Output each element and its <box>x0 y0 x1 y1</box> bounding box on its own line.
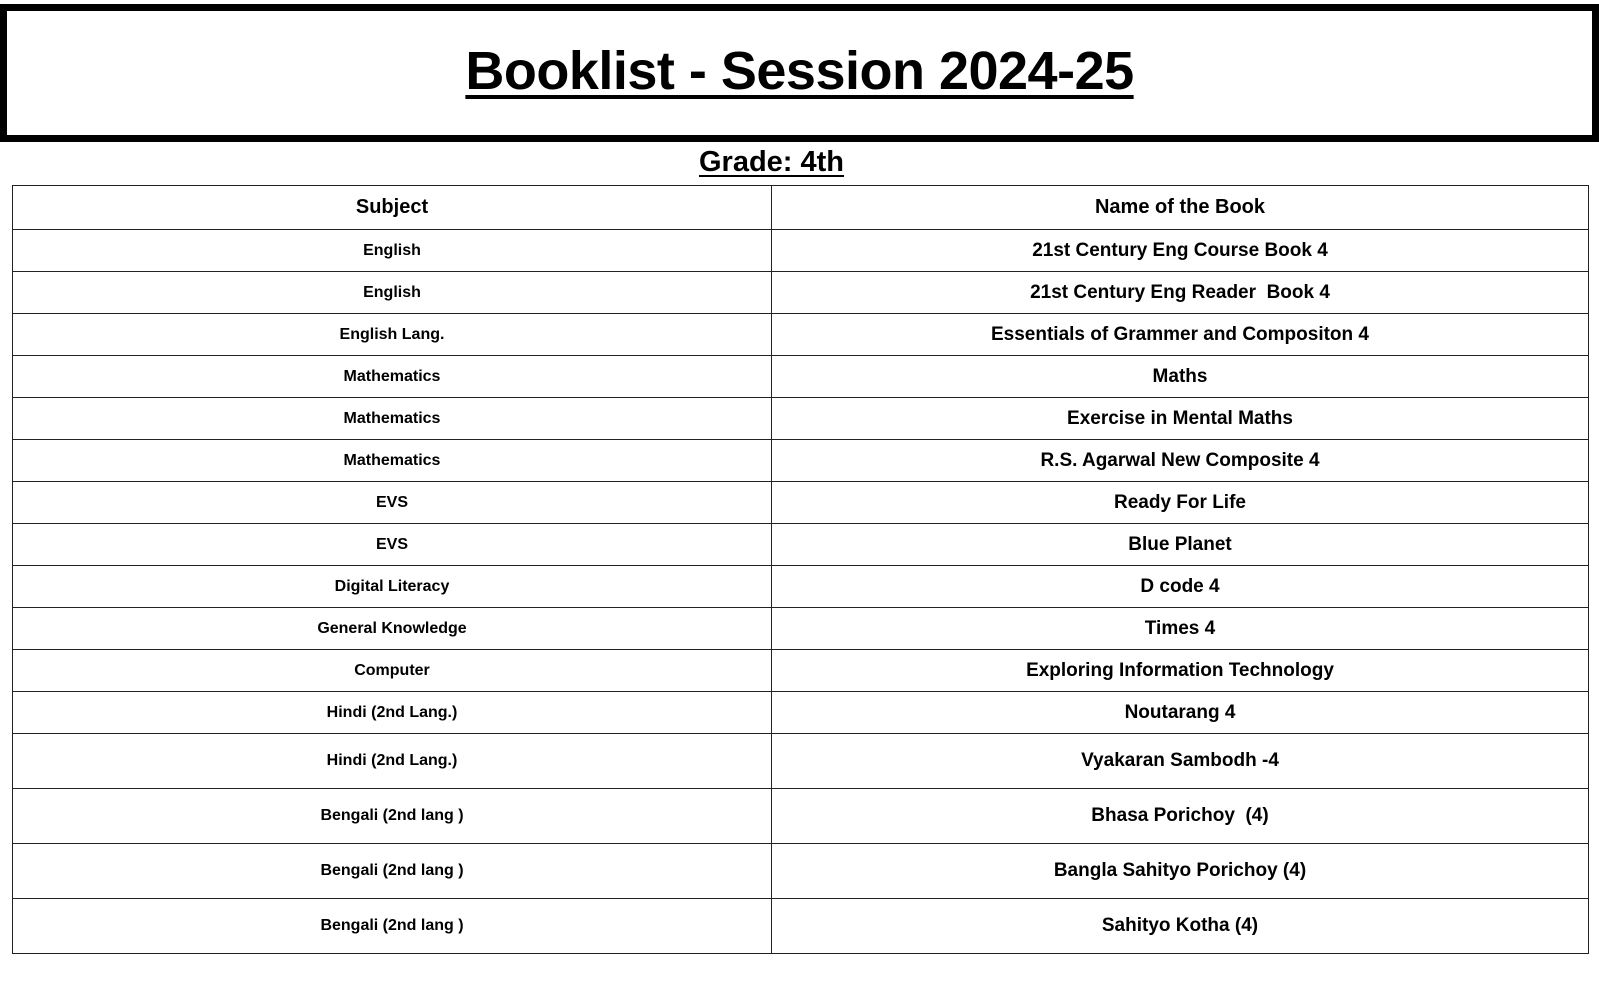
table-row <box>13 566 1589 608</box>
book-cell: R.S. Agarwal New Composite 4 <box>772 440 1589 482</box>
book-cell: Vyakaran Sambodh -4 <box>772 734 1589 789</box>
table-row <box>13 789 1589 844</box>
table-header-row <box>13 186 1589 230</box>
book-cell: D code 4 <box>772 566 1589 608</box>
table-row <box>13 230 1589 272</box>
table-row <box>13 844 1589 899</box>
table-row <box>13 482 1589 524</box>
book-cell: Ready For Life <box>772 482 1589 524</box>
subject-cell: Computer <box>13 650 772 692</box>
book-cell: Bhasa Porichoy (4) <box>772 789 1589 844</box>
subject-cell: EVS <box>13 524 772 566</box>
column-header-subject: Subject <box>13 186 772 230</box>
subject-cell: Bengali (2nd lang ) <box>13 789 772 844</box>
book-cell: Bangla Sahityo Porichoy (4) <box>772 844 1589 899</box>
table-row <box>13 524 1589 566</box>
table-row <box>13 692 1589 734</box>
subject-cell: Mathematics <box>13 398 772 440</box>
booklist-table <box>12 185 1589 954</box>
subject-cell: English <box>13 272 772 314</box>
subject-cell: Bengali (2nd lang ) <box>13 899 772 954</box>
book-cell: 21st Century Eng Reader Book 4 <box>772 272 1589 314</box>
title-box <box>0 4 1599 142</box>
subject-cell: Mathematics <box>13 356 772 398</box>
book-cell: Essentials of Grammer and Compositon 4 <box>772 314 1589 356</box>
book-cell: Maths <box>772 356 1589 398</box>
subject-cell: English <box>13 230 772 272</box>
table-row <box>13 899 1589 954</box>
book-cell: 21st Century Eng Course Book 4 <box>772 230 1589 272</box>
table-row <box>13 356 1589 398</box>
subject-cell: Bengali (2nd lang ) <box>13 844 772 899</box>
table-row <box>13 734 1589 789</box>
book-cell: Blue Planet <box>772 524 1589 566</box>
subject-cell: General Knowledge <box>13 608 772 650</box>
book-cell: Times 4 <box>772 608 1589 650</box>
subject-cell: Hindi (2nd Lang.) <box>13 734 772 789</box>
table-row <box>13 314 1589 356</box>
column-header-book: Name of the Book <box>772 186 1589 230</box>
subject-cell: Digital Literacy <box>13 566 772 608</box>
table-row <box>13 650 1589 692</box>
grade-label: Grade: 4th <box>698 146 845 178</box>
subject-cell: Mathematics <box>13 440 772 482</box>
book-cell: Sahityo Kotha (4) <box>772 899 1589 954</box>
table-row <box>13 398 1589 440</box>
book-cell: Exercise in Mental Maths <box>772 398 1589 440</box>
grade-heading <box>0 142 1599 182</box>
subject-cell: EVS <box>13 482 772 524</box>
book-cell: Exploring Information Technology <box>772 650 1589 692</box>
subject-cell: English Lang. <box>13 314 772 356</box>
table-row <box>13 608 1589 650</box>
book-cell: Noutarang 4 <box>772 692 1589 734</box>
page-title: Booklist - Session 2024-25 <box>465 41 1134 101</box>
table-row <box>13 272 1589 314</box>
subject-cell: Hindi (2nd Lang.) <box>13 692 772 734</box>
table-row <box>13 440 1589 482</box>
